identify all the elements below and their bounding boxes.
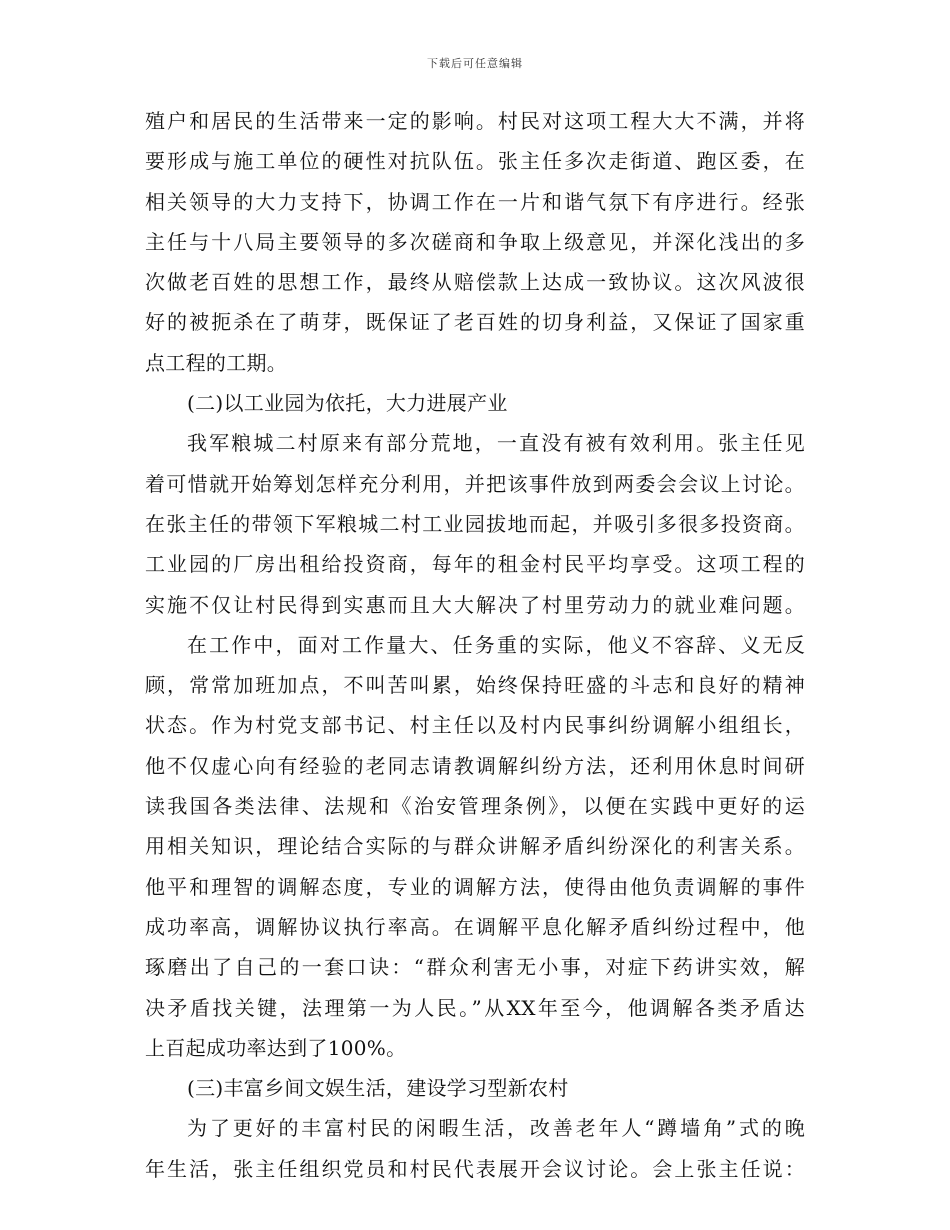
- text-line: 殖户和居民的生活带来一定的影响。村民对这项工程大大不满，并将: [145, 109, 805, 133]
- text-line: 成功率高，调解协议执行率高。在调解平息化解矛盾纠纷过程中，他: [145, 914, 805, 939]
- text-line: 状态。作为村党支部书记、村主任以及村内民事纠纷调解小组组长，: [145, 713, 805, 738]
- text-line: 他平和理智的调解态度，专业的调解方法，使得由他负责调解的事件: [145, 874, 805, 899]
- text-line: 好的被扼杀在了萌芽，既保证了老百姓的切身利益，又保证了国家重: [145, 310, 805, 335]
- text-line: 在工作中，面对工作量大、任务重的实际，他义不容辞、义无反: [187, 632, 805, 657]
- text-line: 工业园的厂房出租给投资商，每年的租金村民平均享受。这项工程的: [145, 552, 805, 577]
- document-body: [145, 101, 805, 1189]
- text-line: 琢磨出了自己的一套口诀：“群众利害无小事，对症下药讲实效，解: [145, 955, 805, 980]
- text-line: 我军粮城二村原来有部分荒地，一直没有被有效利用。张主任见: [187, 431, 805, 456]
- text-line: 顾，常常加班加点，不叫苦叫累，始终保持旺盛的斗志和良好的精神: [145, 673, 805, 698]
- text-line: 主任与十八局主要领导的多次磋商和争取上级意见，并深化浅出的多: [145, 229, 805, 254]
- text-line: 他不仅虚心向有经验的老同志请教调解纠纷方法，还利用休息时间研: [145, 753, 805, 778]
- text-line: 用相关知识，理论结合实际的与群众讲解矛盾纠纷深化的利害关系。: [145, 834, 805, 859]
- text-line: 在张主任的带领下军粮城二村工业园拔地而起，并吸引多很多投资商。: [145, 511, 805, 536]
- text-line: 读我国各类法律、法规和《治安管理条例》，以便在实践中更好的运: [145, 794, 805, 819]
- section-heading: (三)丰富乡间文娱生活，建设学习型新农村: [187, 1076, 569, 1101]
- section-heading: (二)以工业园为依托，大力进展产业: [187, 391, 508, 416]
- text-line: 次做老百姓的思想工作，最终从赔偿款上达成一致协议。这次风波很: [145, 270, 805, 295]
- text-line: 年生活，张主任组织党员和村民代表展开会议讨论。会上张主任说：: [145, 1156, 805, 1181]
- text-line: 上百起成功率达到了100%。: [145, 1035, 407, 1060]
- text-line: 为了更好的丰富村民的闲暇生活，改善老年人“蹲墙角”式的晚: [187, 1116, 805, 1141]
- text-line: 着可惜就开始筹划怎样充分利用，并把该事件放到两委会会议上讨论。: [145, 471, 805, 496]
- text-line: 实施不仅让村民得到实惠而且大大解决了村里劳动力的就业难问题。: [145, 592, 805, 617]
- text-line: 点工程的工期。: [145, 350, 288, 375]
- text-line: 相关领导的大力支持下，协调工作在一片和谐气氛下有序进行。经张: [145, 189, 805, 214]
- text-line: 决矛盾找关键，法理第一为人民。”从XX年至今，他调解各类矛盾达: [145, 995, 805, 1020]
- page-header: 下载后可任意编辑: [427, 57, 523, 70]
- text-line: 要形成与施工单位的硬性对抗队伍。张主任多次走街道、跑区委，在: [145, 149, 805, 174]
